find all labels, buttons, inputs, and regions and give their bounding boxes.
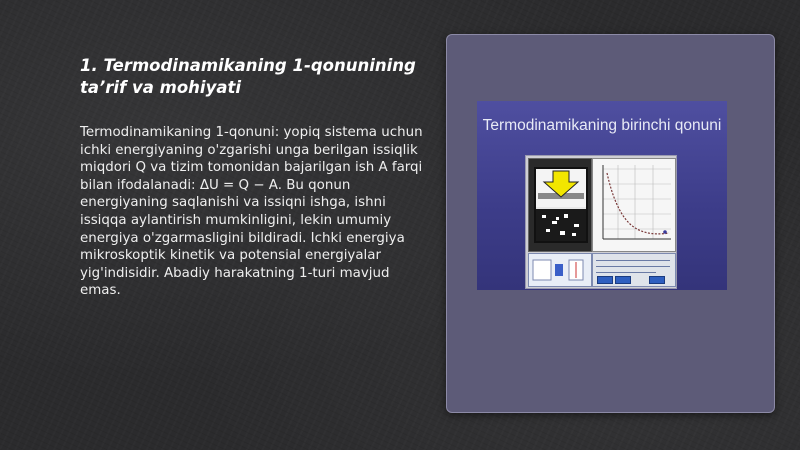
piston-simulation-icon [525,155,677,289]
sim-button [649,276,665,284]
readout-row [596,266,670,267]
piston-drawing [536,169,586,241]
slide-title: 1. Termodinamikaning 1-qonunining ta’rif va mohiyati [80,56,416,97]
image-card [446,34,775,413]
readout-row [596,260,670,261]
piston-panel [528,158,592,252]
pv-curve-drawing [593,159,675,251]
simulation-readouts [592,253,676,287]
simulation-control-panel [528,253,592,287]
piston-cylinder-icon [534,167,588,243]
sim-button [597,276,613,284]
embedded-slide-title: Termodinamikaning birinchi qonuni [482,117,722,134]
control-widgets [529,254,591,286]
sim-button [615,276,631,284]
slide-body-text: Termodinamikaning 1-qonuni: yopiq sistema uchun ichki energiyaning o'zgarishi unga berilgan issiqlik miqdori Q va tizim tomonidan bajarilgan ish A farqi bilan ifodalanadi: ΔU = Q − A. Bu qonun energiyaning saqlanishi va issiqni ishga, ishni issiqqa aylantirish mumkinligini, lekin umumiy energiya o'zgarmasligini bildiradi. Ichki energiya mikroskoptik kinetik va potensial energiyalar yig'indisidir. Abadiy harakatning 1-turi mavjud emas. [80,125,423,299]
embedded-slide-image [477,101,727,290]
readout-row [596,272,656,273]
pv-graph-icon [592,158,676,252]
